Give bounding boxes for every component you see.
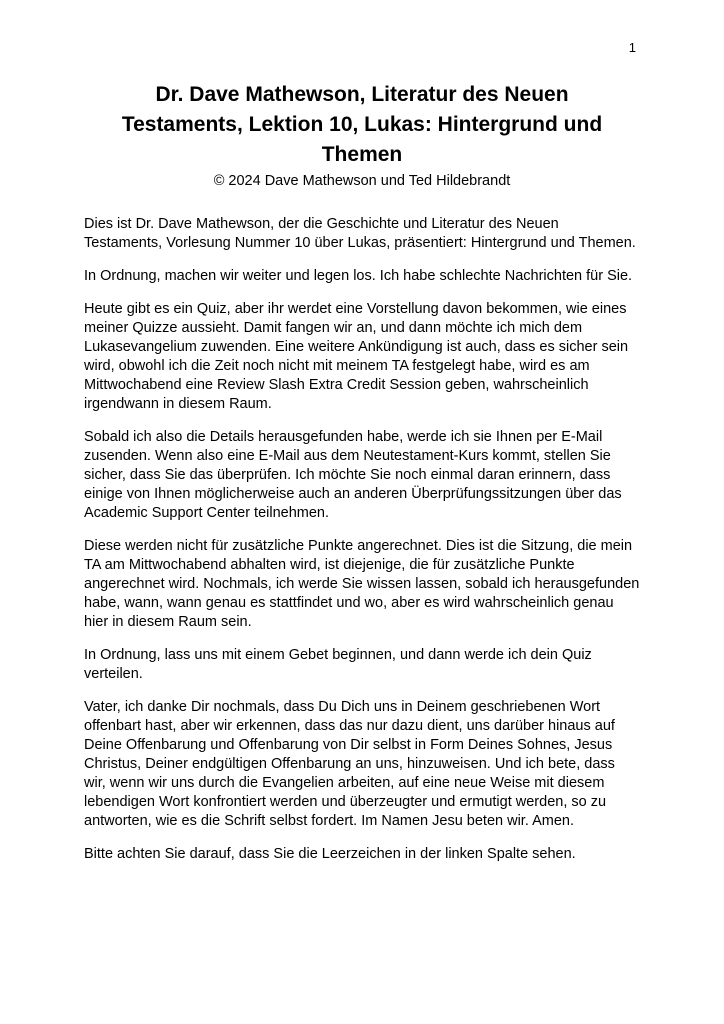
paragraph-prayer-intro: In Ordnung, lass uns mit einem Gebet beginnen, und dann werde ich dein Quiz verteilen. bbox=[84, 647, 592, 683]
paragraph-email-details: Sobald ich also die Details herausgefunden habe, werde ich sie Ihnen per E-Mail zusenden. Wenn also eine E-Mail aus dem Neutestament-Kurs kommt, stellen Sie sicher, dass Sie das überprüfen. Ich möchte Sie noch einmal daran erinnern, dass einige von Ihnen möglicherweise auch an anderen Überprüfungssitzungen über das Academic Support Center teilnehmen. bbox=[84, 429, 622, 522]
paragraph-intro: Dies ist Dr. Dave Mathewson, der die Geschichte und Literatur des Neuen Testaments, Vorlesung Nummer 10 über Lukas, präsentiert: Hintergrund und Themen. bbox=[84, 216, 636, 252]
document-body bbox=[84, 215, 640, 864]
document-title: Dr. Dave Mathewson, Literatur des Neuen Testaments, Lektion 10, Lukas: Hintergrund und Themen bbox=[121, 83, 603, 166]
copyright-line: © 2024 Dave Mathewson und Ted Hildebrandt bbox=[213, 173, 511, 190]
page-number: 1 bbox=[628, 40, 636, 55]
paragraph-extra-credit: Diese werden nicht für zusätzliche Punkte angerechnet. Dies ist die Sitzung, die mein TA am Mittwochabend abhalten wird, ist diejenige, die für zusätzliche Punkte angerechnet wird. Nochmals, ich werde Sie wissen lassen, sobald ich herausgefunden habe, wann, wann genau es stattfindet und wo, aber es wird wahrscheinlich genau hier in diesem Raum sein. bbox=[84, 538, 640, 631]
paragraph-blank-spaces-note: Bitte achten Sie darauf, dass Sie die Leerzeichen in der linken Spalte sehen. bbox=[84, 846, 576, 863]
paragraph-prayer: Vater, ich danke Dir nochmals, dass Du Dich uns in Deinem geschriebenen Wort offenbart hast, aber wir erkennen, dass das nur dazu dient, uns darüber hinaus auf Deine Offenbarung und Offenbarung von Dir selbst in Form Deines Sohnes, Jesus Christus, Deiner endgültigen Offenbarung an uns, hinzuweisen. Und ich bete, dass wir, wenn wir uns durch die Evangelien arbeiten, auf eine neue Weise mit diesem lebendigen Wort konfrontiert werden und überzeugter und ermutigt werden, so zu antworten, wie es die Schrift selbst fordert. Im Namen Jesu beten wir. Amen. bbox=[84, 699, 615, 830]
paragraph-quiz-announcement: Heute gibt es ein Quiz, aber ihr werdet eine Vorstellung davon bekommen, wie eines meiner Quizze aussieht. Damit fangen wir an, und dann möchte ich mich dem Lukasevangelium zuwenden. Eine weitere Ankündigung ist auch, dass es sicher sein wird, obwohl ich die Zeit noch nicht mit meinem TA festgelegt habe, wird es am Mittwochabend eine Review Slash Extra Credit Session geben, wahrscheinlich irgendwann in diesem Raum. bbox=[84, 301, 629, 413]
paragraph-bad-news: In Ordnung, machen wir weiter und legen los. Ich habe schlechte Nachrichten für Sie. bbox=[84, 268, 633, 285]
